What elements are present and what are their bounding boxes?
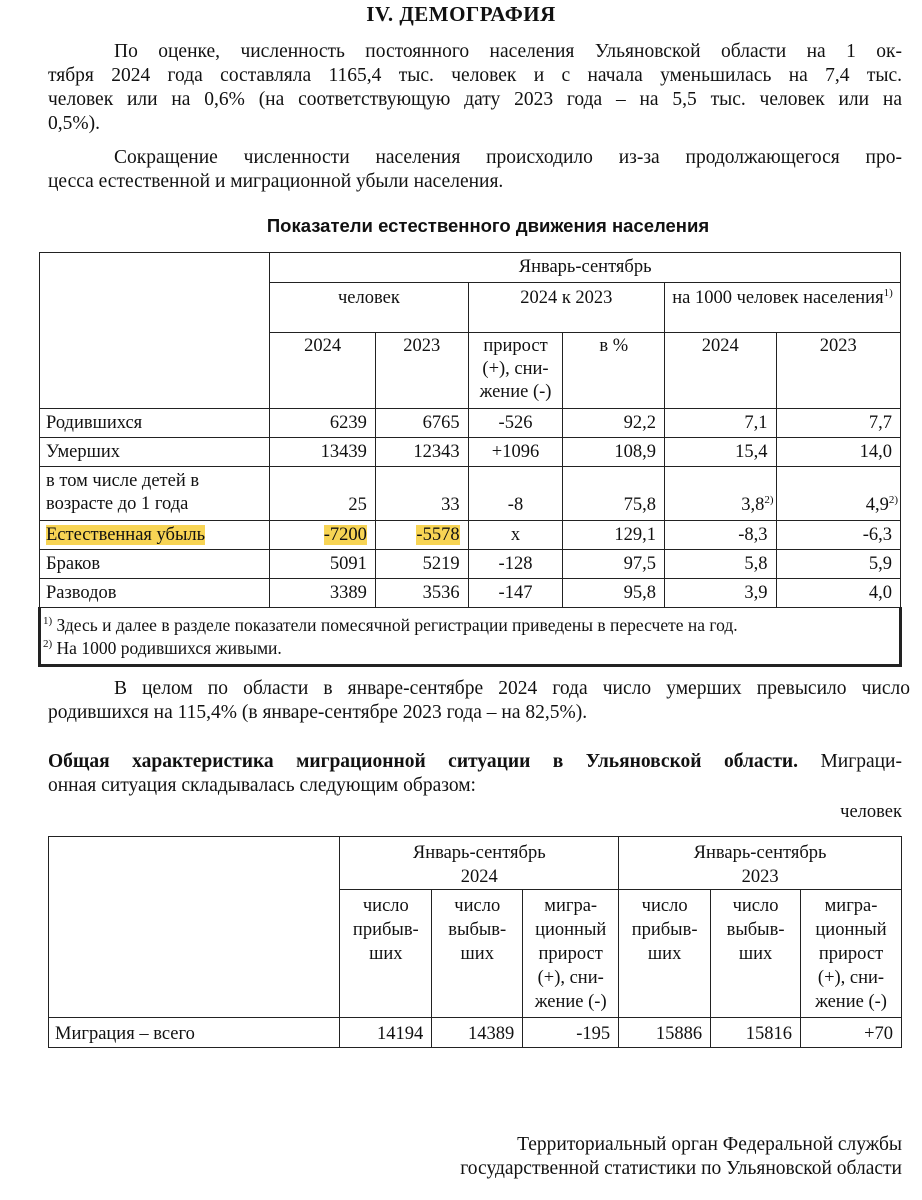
col-net-2024: мигра-ционный прирост (+), сни-жение (-): [523, 890, 619, 1018]
rate-2023: 5,9: [776, 550, 900, 579]
migration-table: [48, 836, 902, 1048]
group-people-header: человек: [270, 283, 468, 333]
period-2023-header: Январь-сентябрь 2023: [619, 837, 902, 890]
migration-heading-line-1: [48, 750, 902, 774]
migration-heading-line-2: онная ситуация складывалась следующим образом:: [48, 775, 476, 796]
col-rate-2023-header: 2023: [776, 333, 900, 409]
rate-2024: 5,8: [665, 550, 776, 579]
natural-table-title: Показатели естественного движения населения: [266, 215, 710, 236]
value-2023: 12343: [375, 438, 468, 467]
intro-p1-line-4: 0,5%).: [48, 113, 100, 134]
arrived-2023-value: 15886: [619, 1018, 711, 1048]
value-2024: 13439: [270, 438, 376, 467]
footnotes: [40, 608, 901, 666]
row-label: Браков: [40, 550, 270, 579]
departed-2024-value: 14389: [432, 1018, 523, 1048]
rate-2023-value: 4,9: [865, 495, 889, 515]
value-percent: 95,8: [563, 579, 665, 608]
value-percent: 97,5: [563, 550, 665, 579]
period-header: Январь-сентябрь: [270, 253, 901, 283]
intro-paragraph-1: [48, 40, 902, 136]
rate-2024: [665, 467, 776, 521]
rate-2024: 7,1: [665, 409, 776, 438]
section-title: IV. ДЕМОГРАФИЯ: [366, 2, 556, 26]
unit-label: человек: [840, 802, 902, 822]
intro-p1-line-1: По оценке, численность постоянного населения Ульяновской области на 1 ок-: [114, 41, 902, 62]
header-empty-cell: [49, 837, 340, 1018]
row-label: Умерших: [40, 438, 270, 467]
migration-heading-rest: Миграци-: [798, 751, 902, 772]
value-2023: 33: [375, 467, 468, 521]
row-label: в том числе детей в возрасте до 1 года: [40, 467, 270, 521]
rate-2023: 4,0: [776, 579, 900, 608]
table-row: [40, 521, 901, 550]
footnote-2: [43, 637, 895, 660]
rate-2024: -8,3: [665, 521, 776, 550]
net-2023-value: +70: [801, 1018, 902, 1048]
group-change-header: 2024 к 2023: [468, 283, 664, 333]
table-row: [40, 438, 901, 467]
footer-line-1: Территориальный орган Федеральной службы: [517, 1134, 902, 1155]
footnote-mark: 1): [883, 287, 893, 299]
value-growth: -128: [468, 550, 563, 579]
value-2023: 5219: [375, 550, 468, 579]
footnotes-row: [40, 608, 901, 666]
table-row: [40, 550, 901, 579]
footnote-text: На 1000 родившихся живыми.: [52, 638, 282, 658]
value-growth: х: [468, 521, 563, 550]
summary-paragraph: [48, 677, 910, 725]
rate-2023: [776, 467, 900, 521]
value-2024: 25: [270, 467, 376, 521]
value-percent: 108,9: [563, 438, 665, 467]
departed-2023-value: 15816: [711, 1018, 801, 1048]
col-arrived-2023: число прибыв-ших: [619, 890, 711, 1018]
col-departed-2024: число выбыв-ших: [432, 890, 523, 1018]
rate-2023: 14,0: [776, 438, 900, 467]
intro-p2-line-2: цесса естественной и миграционной убыли населения.: [48, 171, 504, 192]
footnote-mark: 2): [888, 494, 898, 506]
col-rate-2024-header: 2024: [665, 333, 776, 409]
highlighted-value-2023: -5578: [416, 525, 460, 545]
migration-heading: [48, 750, 902, 798]
col-2023-header: 2023: [375, 333, 468, 409]
net-2024-value: -195: [523, 1018, 619, 1048]
rate-2024: 3,9: [665, 579, 776, 608]
table-row: [49, 1018, 902, 1048]
footnote-mark: 2): [43, 638, 53, 650]
value-2024: 5091: [270, 550, 376, 579]
table-row: [40, 579, 901, 608]
table-row: [40, 467, 901, 521]
rate-2024: 15,4: [665, 438, 776, 467]
rate-2024-value: 3,8: [741, 495, 765, 515]
arrived-2024-value: 14194: [340, 1018, 432, 1048]
footer-signature: [300, 1133, 902, 1181]
footnote-mark: 2): [764, 494, 774, 506]
intro-p1-line-2: тября 2024 года составляла 1165,4 тыс. человек и с начала уменьшилась на 7,4 тыс.: [48, 65, 902, 86]
footnote-1: [43, 614, 895, 637]
value-growth: -8: [468, 467, 563, 521]
highlighted-label: Естественная убыль: [46, 525, 206, 545]
value-percent: 92,2: [563, 409, 665, 438]
natural-movement-table: [38, 252, 902, 667]
footnote-mark: 1): [43, 615, 53, 627]
value-2023: [375, 521, 468, 550]
summary-line-2: родившихся на 115,4% (в январе-сентябре 2023 года – на 82,5%).: [48, 702, 588, 723]
row-label: Родившихся: [40, 409, 270, 438]
col-net-2023: мигра-ционный прирост (+), сни-жение (-): [801, 890, 902, 1018]
footnote-text: Здесь и далее в разделе показатели помесячной регистрации приведены в пересчете на год.: [52, 615, 738, 635]
value-percent: 75,8: [563, 467, 665, 521]
header-empty-cell: [40, 253, 270, 409]
summary-line-1: В целом по области в январе-сентябре 2024 года число умерших превысило число: [114, 678, 910, 699]
col-percent-header: в %: [563, 333, 665, 409]
col-arrived-2024: число прибыв-ших: [340, 890, 432, 1018]
col-2024-header: 2024: [270, 333, 376, 409]
col-departed-2023: число выбыв-ших: [711, 890, 801, 1018]
value-growth: -147: [468, 579, 563, 608]
value-2024: 3389: [270, 579, 376, 608]
rate-2023: 7,7: [776, 409, 900, 438]
intro-p2-line-1: Сокращение численности населения происходило из-за продолжающегося про-: [114, 147, 902, 168]
row-label: [40, 521, 270, 550]
intro-p1-line-3: человек или на 0,6% (на соответствующую дату 2023 года – на 5,5 тыс. человек или на: [48, 89, 902, 110]
intro-paragraph-2: [48, 146, 902, 194]
per1000-label: на 1000 человек населения: [672, 288, 884, 308]
migration-heading-bold: Общая характеристика миграционной ситуации в Ульяновской области.: [48, 751, 799, 772]
period-2024-header: Январь-сентябрь 2024: [340, 837, 619, 890]
table-row: [40, 409, 901, 438]
value-2024: 6239: [270, 409, 376, 438]
footer-line-2: государственной статистики по Ульяновской области: [460, 1158, 902, 1179]
row-label: Миграция – всего: [49, 1018, 340, 1048]
highlighted-value-2024: -7200: [323, 525, 367, 545]
value-growth: -526: [468, 409, 563, 438]
rate-2023: -6,3: [776, 521, 900, 550]
value-2023: 6765: [375, 409, 468, 438]
group-per1000-header: [665, 283, 901, 333]
value-growth: +1096: [468, 438, 563, 467]
col-growth-header: прирост (+), сни-жение (-): [468, 333, 563, 409]
value-2023: 3536: [375, 579, 468, 608]
value-2024: [270, 521, 376, 550]
value-percent: 129,1: [563, 521, 665, 550]
row-label: Разводов: [40, 579, 270, 608]
